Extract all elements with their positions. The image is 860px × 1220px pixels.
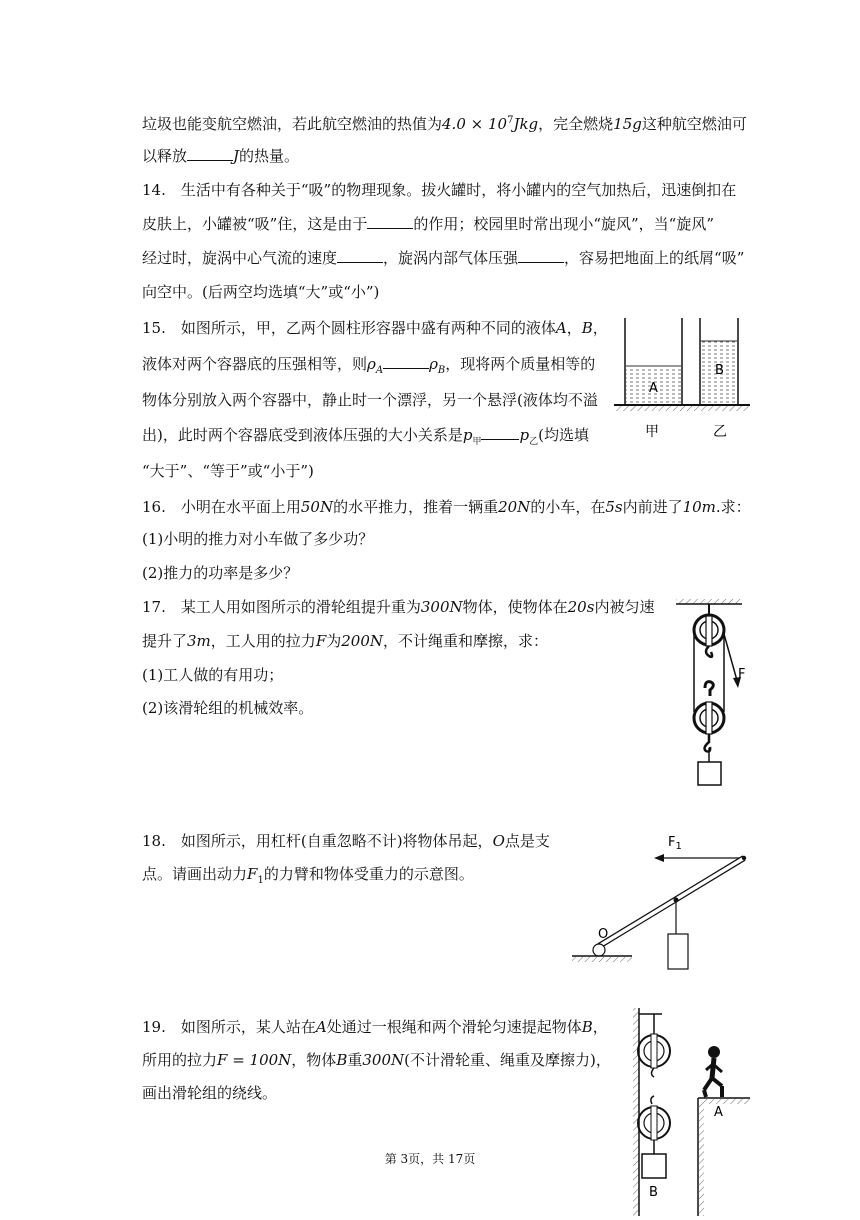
- lever-svg: [570, 828, 756, 976]
- q13-text: 的热量。: [239, 147, 300, 165]
- q13-text: ，完全燃烧: [538, 115, 614, 133]
- lift-height: 3m: [187, 632, 211, 650]
- p-symbol: p: [462, 426, 473, 444]
- q14-text: 经过时，旋涡中心气流的速度: [142, 249, 338, 267]
- q14-text: ，旋涡内部气体压强: [383, 249, 519, 267]
- q19-svg: [630, 1006, 754, 1216]
- q18-text: 点是支: [504, 832, 550, 850]
- q13-text: 垃圾也能变航空燃油，若此航空燃油的热值为: [142, 115, 443, 133]
- q18-lever-figure: [570, 828, 756, 976]
- answer-blank[interactable]: [187, 146, 233, 161]
- upper-pulley-axle: [651, 1034, 657, 1068]
- q18-line-1: [142, 831, 550, 851]
- q15-text: 出)，此时两个容器底受到液体压强的大小关系是: [142, 426, 463, 444]
- q17-text: 提升了: [142, 632, 188, 650]
- q13-text: 这种航空燃油可: [641, 115, 747, 133]
- movable-pulley-axle: [706, 702, 712, 734]
- q15-text: ，: [592, 319, 608, 337]
- rho-symbol: ρ: [429, 355, 438, 373]
- lower-hook-top: [651, 1096, 654, 1104]
- q15-line-2: [142, 354, 595, 381]
- q16-text: 16. 小明在水平面上用: [142, 498, 301, 516]
- lever-bar: [599, 858, 744, 946]
- q19-text: (不计滑轮重、绳重及摩擦力)，: [404, 1051, 611, 1069]
- answer-blank[interactable]: [367, 214, 413, 229]
- object-weight: 300N: [362, 1051, 405, 1069]
- answer-blank[interactable]: [337, 248, 383, 263]
- q13-line-1: [142, 111, 747, 134]
- q17-text: 17. 某工人用如图所示的滑轮组提升重为: [142, 598, 421, 616]
- q16-text: 内前进了: [622, 498, 683, 516]
- point-a-label: A: [714, 1105, 723, 1120]
- heat-unit: Jkg: [513, 115, 539, 133]
- lever-end-point: [742, 856, 746, 860]
- time-value: 5s: [605, 498, 623, 516]
- rho-symbol: ρ: [367, 355, 376, 373]
- cart-weight: 20N: [498, 498, 531, 516]
- q18-text: 的力臂和物体受重力的示意图。: [263, 865, 474, 883]
- push-force: 50N: [300, 498, 334, 516]
- var-b: B: [581, 319, 593, 337]
- q17-line-4: (2)该滑轮组的机械效率。: [142, 699, 314, 717]
- q18-text: 点。请画出动力: [142, 865, 248, 883]
- answer-blank[interactable]: [481, 425, 519, 440]
- q16-line-1: [142, 497, 751, 517]
- q17-pulley-figure: [672, 596, 752, 792]
- q17-text: ，不计绳重和摩擦，求：: [383, 632, 549, 650]
- fixed-pulley-axle: [706, 616, 712, 646]
- q17-text: 为: [326, 632, 342, 650]
- object-weight: 300N: [420, 598, 463, 616]
- fulcrum: [593, 944, 605, 956]
- q16-text: 的小车，在: [530, 498, 606, 516]
- q19-figure: [630, 1006, 754, 1216]
- q19-text: 19. 如图所示，某人站在: [142, 1018, 316, 1036]
- p-sub-yi: 乙: [529, 437, 539, 447]
- p-sub-jia: 甲: [472, 437, 482, 447]
- caption-jia: 甲: [645, 424, 659, 440]
- q15-text: ，: [566, 319, 582, 337]
- q15-containers-figure: [612, 316, 752, 442]
- q15-text: 15. 如图所示，甲，乙两个圆柱形容器中盛有两种不同的液体: [142, 319, 556, 337]
- containers-svg: [612, 316, 752, 442]
- q18-text: 18. 如图所示，用杠杆(自重忽略不计)将物体吊起，: [142, 832, 493, 850]
- rho-sub-a: A: [375, 365, 384, 376]
- movable-hook-top: [705, 682, 713, 696]
- q17-line-1: [142, 597, 654, 617]
- page-footer: 第 3页，共 17页: [384, 1152, 476, 1166]
- object-b: B: [581, 1018, 593, 1036]
- rho-sub-b: B: [437, 365, 446, 376]
- q17-text: 内被匀速: [594, 598, 655, 616]
- q17-text: ，工人用的拉力: [210, 632, 316, 650]
- fixed-hook: [706, 646, 712, 657]
- q15-line-4: [142, 425, 589, 452]
- q16-line-3: (2)推力的功率是多少？: [142, 564, 299, 582]
- q14-line-1: 14. 生活中有各种关于“吸”的物理现象。拔火罐时，将小罐内的空气加热后，迅速倒扣在: [142, 181, 737, 199]
- rope-pull: [724, 634, 738, 684]
- force-symbol: F: [315, 632, 327, 650]
- q19-line-1: [142, 1017, 608, 1037]
- q14-text: 皮肤上，小罐被“吸”住，这是由于: [142, 215, 368, 233]
- force-f-label: F: [738, 667, 746, 682]
- object-b: B: [336, 1051, 348, 1069]
- lower-pulley-axle: [651, 1106, 657, 1140]
- q14-line-4: 向空中。(后两空均选填“大”或“小”): [142, 283, 380, 301]
- q15-line-3: 物体分别放入两个容器中，静止时一个漂浮，另一个悬浮(液体均不溢: [142, 391, 598, 409]
- q15-text: ，现将两个质量相等的: [445, 355, 596, 373]
- answer-blank[interactable]: [383, 354, 429, 369]
- q15-text: 液体对两个容器底的压强相等，则: [142, 355, 368, 373]
- q19-text: 所用的拉力: [142, 1051, 218, 1069]
- unit-j: J: [233, 147, 240, 165]
- q19-text: ，: [592, 1018, 608, 1036]
- q18-line-2: [142, 864, 474, 891]
- q14-text: 的作用；校园里时常出现小“旋风”，当“旋风”: [413, 215, 715, 233]
- heat-exponent: 7: [507, 115, 514, 126]
- upper-hook: [652, 1068, 655, 1077]
- ground-hatch: [614, 406, 750, 411]
- hanging-object: [668, 934, 688, 969]
- f1-arrow-head: [654, 854, 664, 862]
- q19-text: 处通过一根绳和两个滑轮匀速提起物体: [326, 1018, 582, 1036]
- q16-text: .求：: [715, 498, 751, 516]
- pull-force: 200N: [341, 632, 384, 650]
- force-f1-sub: 1: [257, 875, 264, 886]
- q15-line-5: “大于”、“等于”或“小于”): [142, 462, 314, 480]
- q19-line-2: [142, 1050, 611, 1070]
- wall-hatch: [633, 1008, 639, 1216]
- p-symbol: p: [519, 426, 530, 444]
- q14-text: ，容易把地面上的纸屑“吸”: [564, 249, 745, 267]
- pulley-svg: [672, 596, 752, 792]
- q19-text: ，物体: [291, 1051, 337, 1069]
- base-hatch: [572, 957, 632, 962]
- q17-line-3: (1)工人做的有用功；: [142, 666, 284, 684]
- point-a: A: [315, 1018, 327, 1036]
- q13-line-2: [142, 146, 299, 166]
- f1-label: $F_1$: [668, 835, 682, 852]
- q16-line-2: (1)小明的推力对小车做了多少功？: [142, 530, 374, 548]
- q19-text: 重: [347, 1051, 363, 1069]
- force-equation: F = 100N: [217, 1051, 292, 1069]
- q13-text: 以释放: [142, 147, 188, 165]
- caption-yi: 乙: [713, 424, 727, 440]
- answer-blank[interactable]: [518, 248, 564, 263]
- q19-line-3: 画出滑轮组的绕线。: [142, 1084, 278, 1102]
- person-icon: [704, 1046, 722, 1097]
- q15-line-1: [142, 318, 608, 338]
- point-o: O: [492, 832, 505, 850]
- force-f1: F: [247, 865, 258, 883]
- heat-value: 4.0 × 10: [442, 115, 508, 133]
- q14-line-2: [142, 214, 714, 234]
- q14-line-3: [142, 248, 744, 268]
- liquid-b-label: B: [715, 363, 724, 378]
- time-value: 20s: [567, 598, 595, 616]
- fuel-mass: 15g: [613, 115, 642, 133]
- q17-text: 物体，使物体在: [462, 598, 568, 616]
- var-a: A: [555, 319, 567, 337]
- q17-line-2: [142, 631, 548, 651]
- q15-text: (均选填: [538, 426, 589, 444]
- object-b-label: B: [649, 1185, 658, 1200]
- platform-hatch: [700, 1099, 750, 1104]
- distance-value: 10m: [682, 498, 716, 516]
- q16-text: 的水平推力，推着一辆重: [333, 498, 499, 516]
- load-block: [698, 762, 721, 785]
- liquid-a-label: A: [649, 381, 658, 396]
- fulcrum-o-label: O: [598, 927, 609, 942]
